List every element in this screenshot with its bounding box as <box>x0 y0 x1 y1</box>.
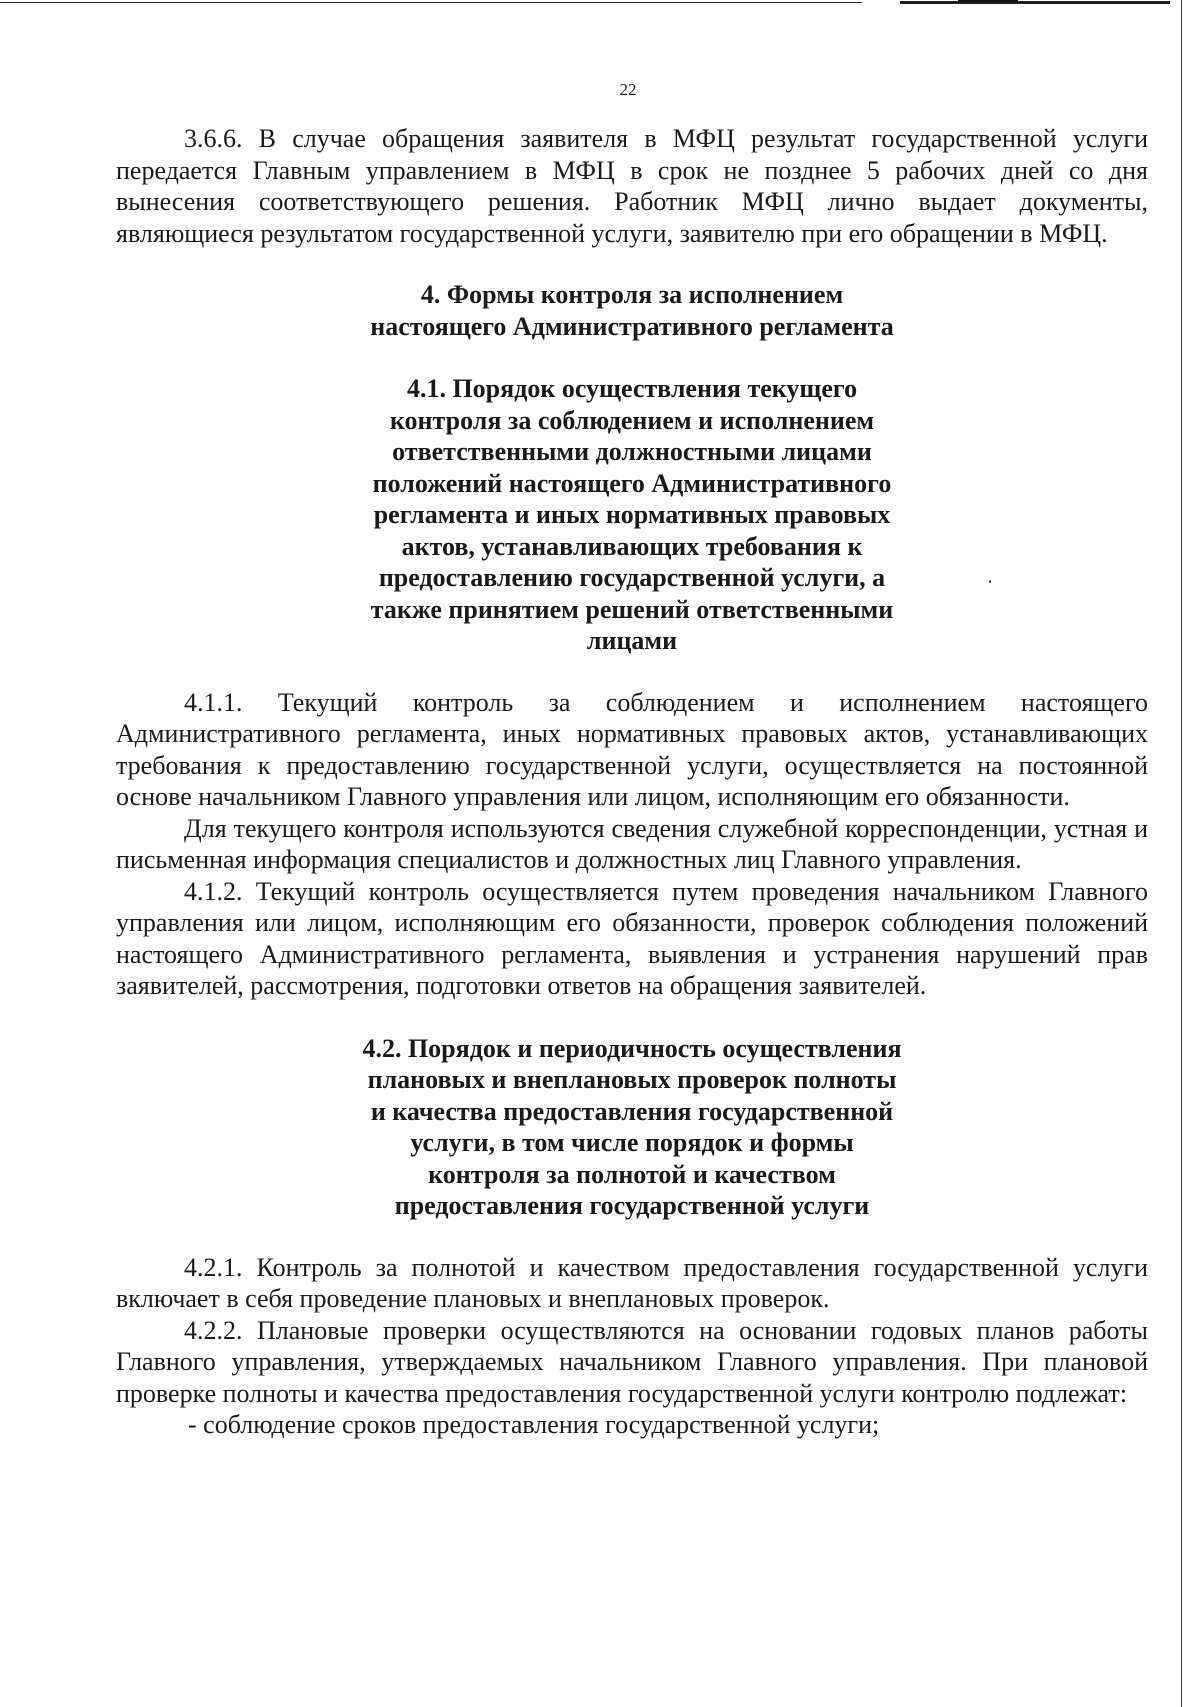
scan-edge-top <box>0 0 1200 6</box>
paragraph-4-1-1: 4.1.1. Текущий контроль за соблюдением и исполнением настоящего Административного регламента, иных нормативных правовых актов, устанавливающих требования к предоставлению государственной услуги, осуществляется на постоянной основе начальником Главного управления или лицом, исполняющим его обязанности. <box>116 687 1148 811</box>
paragraph-4-2-2: 4.2.2. Плановые проверки осуществляются на основании годовых планов работы Главного управления, утверждаемых начальником Главного управления. При плановой проверке полноты и качества предоставления государственной услуги контролю подлежат: <box>116 1315 1148 1408</box>
paragraph-4-2-1: 4.2.1. Контроль за полнотой и качеством предоставления государственной услуги включает в себя проведение плановых и внеплановых проверок. <box>116 1252 1148 1313</box>
section-4-1-heading: 4.1. Порядок осуществления текущего контроля за соблюдением и исполнением ответственными должностными лицами положений настоящего Административного регламента и иных нормативных правовых актов, устанавливающих требования к предоставлению государственной услуги, а также принятием решений ответственными лицами <box>370 374 894 655</box>
section-4-2-heading: 4.2. Порядок и периодичность осуществления плановых и внеплановых проверок полноты и качества предоставления государственной услуги, в том числе порядок и формы контроля за полнотой и качеством предоставления государственной услуги <box>362 1033 902 1220</box>
page-number: 22 <box>619 80 637 99</box>
section-4-heading: 4. Формы контроля за исполнением настоящего Административного регламента <box>370 280 894 341</box>
paragraph-3-6-6: 3.6.6. В случае обращения заявителя в МФЦ результат государственной услуги передается Главным управлением в МФЦ в срок не позднее 5 рабочих дней со дня вынесения соответствующего решения. Работник МФЦ лично выдает документы, являющиеся результатом государственной услуги, заявителю при его обращении в МФЦ. <box>116 124 1148 248</box>
scan-edge-right <box>1181 0 1182 1707</box>
document-body <box>116 123 1148 1441</box>
paragraph-4-1-2: 4.1.2. Текущий контроль осуществляется путем проведения начальником Главного управления или лицом, исполняющим его обязанности, проверок соблюдения положений настоящего Административного регламента, выявления и устранения нарушений прав заявителей, рассмотрения, подготовки ответов на обращения заявителей. <box>116 876 1148 1000</box>
paragraph-current-control-sources: Для текущего контроля используются сведения служебной корреспонденции, устная и письменная информация специалистов и должностных лиц Главного управления. <box>116 813 1148 874</box>
list-item: - соблюдение сроков предоставления государственной услуги; <box>188 1410 880 1439</box>
